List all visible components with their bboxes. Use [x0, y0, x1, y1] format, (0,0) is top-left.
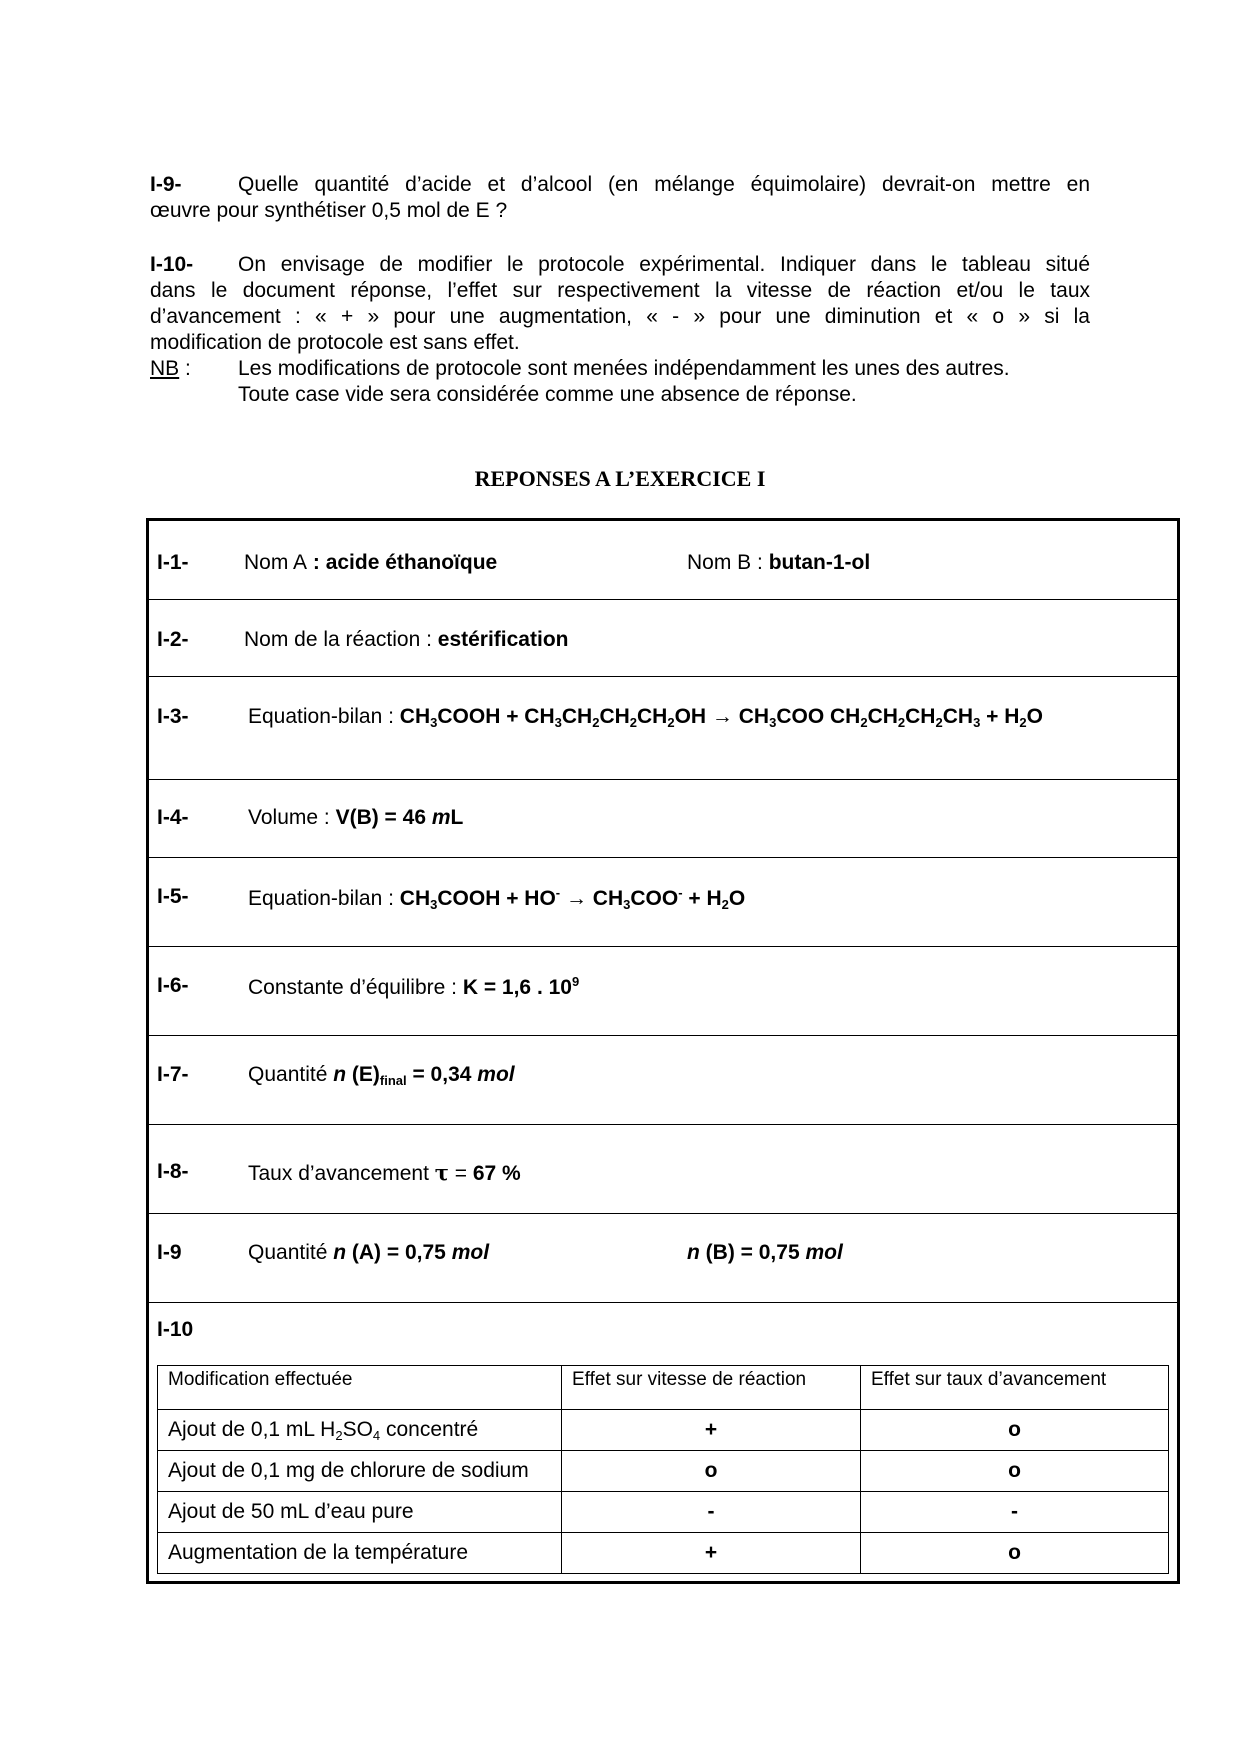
name-b: Nom B : butan-1-ol — [687, 551, 871, 574]
header-progress: Effet sur taux d’avancement — [861, 1366, 1169, 1410]
modification-cell: Augmentation de la température — [158, 1533, 562, 1574]
answer-label: I-4- — [157, 806, 189, 829]
equation-titration: Equation-bilan : $CH_3COOH + HO^- \to CH_3COO^- + H_2O$ — [248, 885, 746, 912]
question-text: d’avancement : « + » pour une augmentation, « - » pour une diminution et « o » si la — [150, 305, 1090, 328]
answer-label: I-2- — [157, 628, 189, 651]
modification-cell: Ajout de 50 mL d’eau pure — [158, 1492, 562, 1533]
answer-row-i7 — [149, 1035, 1177, 1125]
answer-row-i9 — [149, 1213, 1177, 1303]
speed-effect-cell: + — [562, 1533, 861, 1574]
answer-row-i1 — [149, 521, 1177, 600]
header-speed: Effet sur vitesse de réaction — [562, 1366, 861, 1410]
progress-rate: Taux d’avancement τ = 67 % — [248, 1160, 521, 1185]
reaction-name: Nom de la réaction : estérification — [244, 628, 569, 651]
table-header-row — [158, 1366, 1169, 1410]
question-number: I-9- — [150, 173, 182, 196]
speed-effect-cell: + — [562, 1410, 861, 1451]
header-modification: Modification effectuée — [158, 1366, 562, 1410]
question-text: modification de protocole est sans effet. — [150, 331, 520, 354]
name-a: Nom A : acide éthanoïque — [244, 551, 498, 574]
nb-label: NB — [150, 357, 180, 380]
question-number: I-10- — [150, 253, 194, 276]
answer-label: I-10 — [157, 1318, 194, 1341]
answer-label: I-6- — [157, 974, 189, 997]
answer-label: I-1- — [157, 551, 189, 574]
question-text: œuvre pour synthétiser 0,5 mol de E ? — [150, 199, 508, 222]
answer-label: I-9 — [157, 1241, 182, 1264]
answer-label: I-3- — [157, 705, 189, 728]
effects-table — [157, 1365, 1169, 1574]
speed-effect-cell: o — [562, 1451, 861, 1492]
question-text: Quelle quantité d’acide et d’alcool (en mélange équimolaire) devrait-on mettre en — [238, 173, 1090, 196]
nb-text: Toute case vide sera considérée comme une absence de réponse. — [238, 383, 857, 406]
question-i10 — [150, 252, 1090, 408]
answer-label: I-7- — [157, 1063, 189, 1086]
answer-row-i3 — [149, 676, 1177, 780]
answer-row-i2 — [149, 599, 1177, 677]
progress-effect-cell: o — [861, 1451, 1169, 1492]
question-text: dans le document réponse, l’effet sur respectivement la vitesse de réaction et/ou le taux — [150, 279, 1090, 302]
answer-row-i5 — [149, 857, 1177, 947]
progress-effect-cell: o — [861, 1533, 1169, 1574]
answer-label: I-5- — [157, 885, 189, 908]
speed-effect-cell: - — [562, 1492, 861, 1533]
answer-row-i8 — [149, 1124, 1177, 1214]
table-row — [158, 1410, 1169, 1451]
quantity-e-final: Quantité n $(E)_{final} = 0,34$ mol — [248, 1063, 515, 1088]
progress-effect-cell: o — [861, 1410, 1169, 1451]
question-text: On envisage de modifier le protocole expérimental. Indiquer dans le tableau situé — [238, 253, 1090, 276]
nb-separator: : — [179, 357, 191, 380]
table-row — [158, 1492, 1169, 1533]
equilibrium-constant: Constante d’équilibre : K = 1,6 . $10^9$ — [248, 974, 580, 999]
answer-box — [146, 518, 1180, 1584]
modification-cell: Ajout de 0,1 mg de chlorure de sodium — [158, 1451, 562, 1492]
equation-esterification: Equation-bilan : $CH_3COOH + CH_3CH_2CH_2CH_2OH \to CH_3COO$ $CH_2CH_2CH_2CH_3 + H_2O$ — [248, 705, 1043, 730]
question-i9 — [150, 172, 1090, 224]
table-row — [158, 1451, 1169, 1492]
quantity-b: n (B) = 0,75 mol — [687, 1241, 843, 1264]
answer-row-i4 — [149, 779, 1177, 858]
progress-effect-cell: - — [861, 1492, 1169, 1533]
modification-cell: Ajout de 0,1 mL $H_2SO_4$ concentré — [158, 1410, 562, 1451]
page-title: REPONSES A L’EXERCICE I — [474, 466, 766, 491]
answer-row-i6 — [149, 946, 1177, 1036]
quantity-a: Quantité n (A) = 0,75 mol — [248, 1241, 490, 1264]
table-row — [158, 1533, 1169, 1574]
nb-text: Les modifications de protocole sont menées indépendamment les unes des autres. — [238, 357, 1010, 380]
answer-label: I-8- — [157, 1160, 189, 1183]
volume-b: Volume : V(B) = 46 mL — [248, 806, 464, 829]
